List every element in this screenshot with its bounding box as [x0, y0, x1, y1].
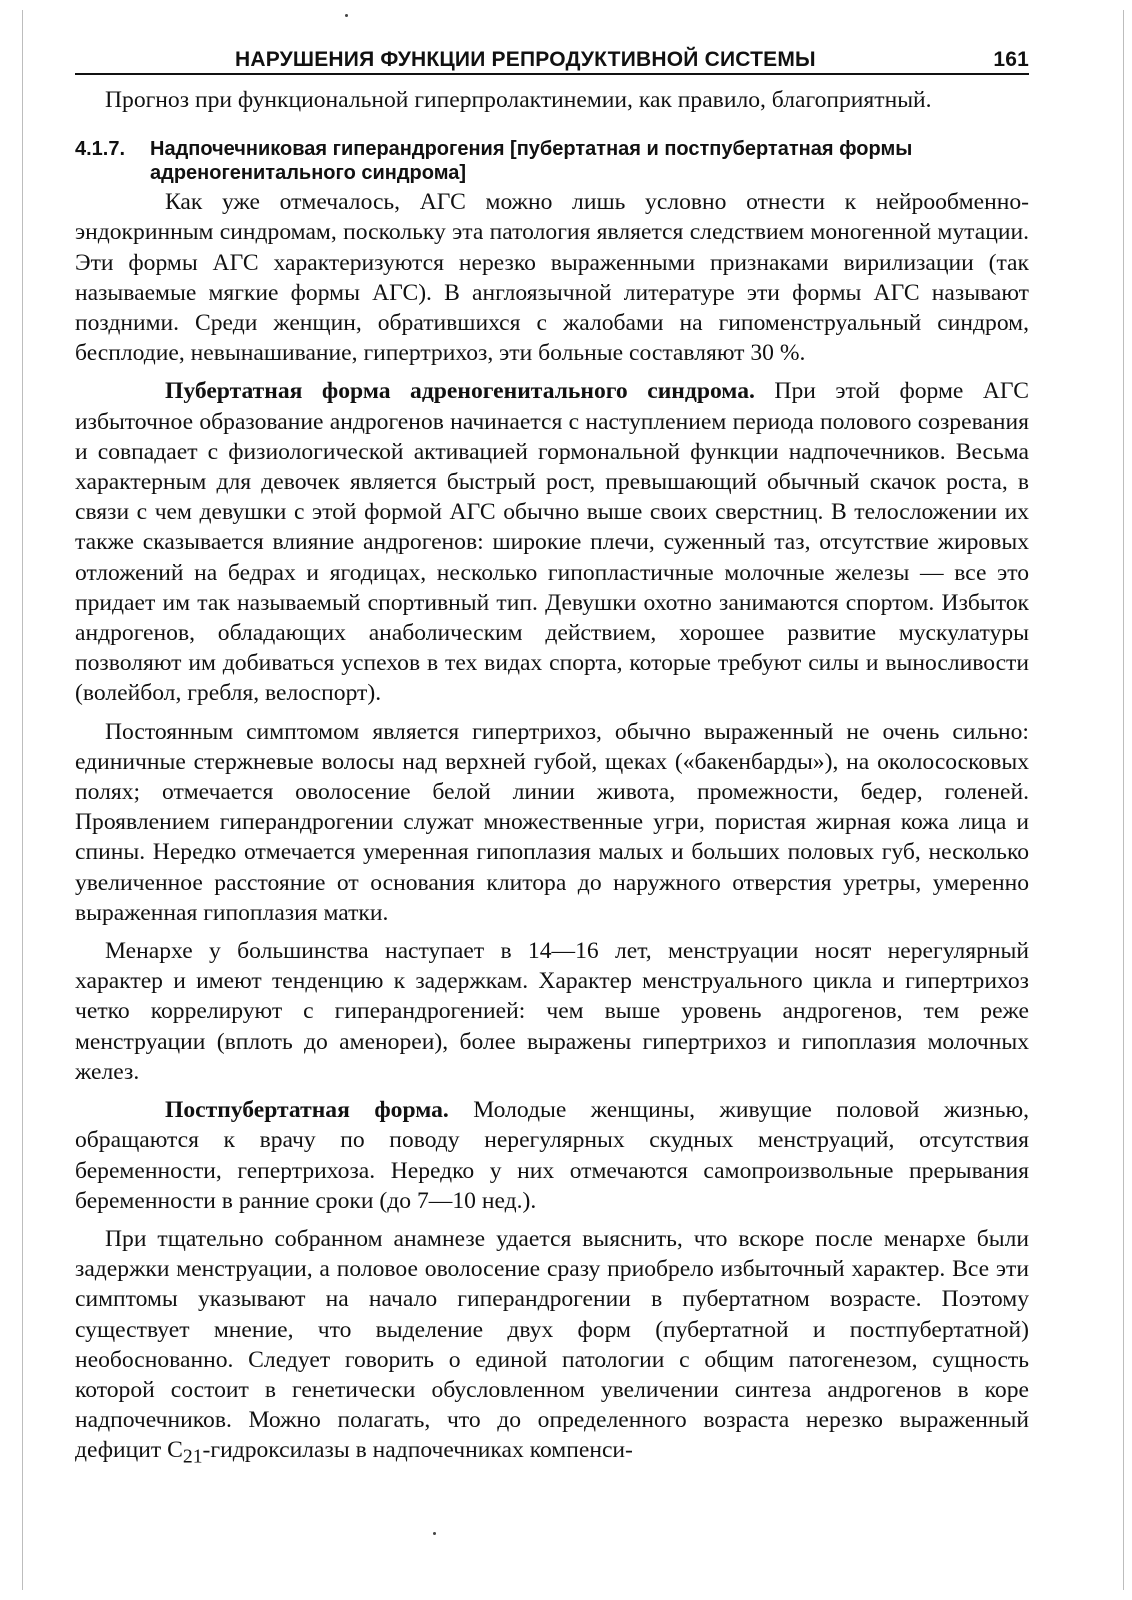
page-number: 161 [993, 48, 1029, 71]
intro-paragraph: Прогноз при функциональной гиперпролактинемии, как правило, благоприятный. [105, 87, 932, 113]
scan-speck [433, 1532, 436, 1535]
section-title: Надпочечниковая гиперандрогения [пубертатная и постпубертатная формы адреногенитального синдрома] [150, 138, 913, 185]
running-head [75, 48, 1029, 75]
paragraph-2-lead: Пубертатная форма адреногенитального синдрома. [165, 378, 755, 405]
running-head-title: НАРУШЕНИЯ ФУНКЦИИ РЕПРОДУКТИВНОЙ СИСТЕМЫ [235, 48, 816, 71]
paragraph-3: Постоянным симптомом является гипертрихоз, обычно выраженный не очень сильно: единичные стержневые волосы над верхней губой, щеках («бакенбарды»), на околососковых полях; отмечается оволосение белой линии живота, промежности, бедер, голеней. Проявлением гиперандрогении служат множественные угри, пористая жирная кожа лица и спины. Нередко отмечается умеренная гипоплазия малых и больших половых губ, несколько увеличенное расстояние от основания клитора до наружного отверстия уретры, умеренно выраженная гипоплазия матки. [75, 718, 1029, 926]
section-number: 4.1.7. [75, 138, 126, 161]
paragraph-5-lead: Постпубертатная форма. [165, 1097, 449, 1124]
scan-speck [345, 14, 348, 17]
paragraph-4: Менархе у большинства наступает в 14—16 лет, менструации носят нерегулярный характер и имеют тенденцию к задержкам. Характер менструального цикла и гипертрихоз четко коррелируют с гиперандрогенией: чем выше уровень андрогенов, тем реже менструации (вплоть до аменореи), более выражены гипертрихоз и гипоплазия молочных желез. [75, 938, 1029, 1085]
paragraph-2-body: При этой форме АГС избыточное образование андрогенов начинается с наступлением периода полового созревания и совпадает с физиологической активацией гормональной функции надпочечников. Весьма характерным для девочек является быстрый рост, превышающий обычный скачок роста, в связи с чем девушки с этой формой АГС обычно выше своих сверстниц. В телосложении их также сказывается влияние андрогенов: широкие плечи, суженный таз, отсутствие жировых отложений на бедрах и ягодицах, несколько гипопластичные молочные железы — все это придает им так называемый спортивный тип. Девушки охотно занимаются спортом. Избыток андрогенов, обладающих анаболическим действием, хорошее развитие мускулатуры позволяют им добиваться успехов в тех видах спорта, которые требуют силы и выносливости (волейбол, гребля, велоспорт). [75, 378, 1029, 707]
section-heading [75, 137, 1029, 185]
paragraph-5-body: Молодые женщины, живущие половой жизнью, обращаются к врачу по поводу нерегулярных скудных менструаций, отсутствия беременности, гепертрихоза. Нередко у них отмечаются самопроизвольные прерывания беременности в ранние сроки (до 7—10 нед.). [75, 1097, 1029, 1214]
book-page [75, 48, 1029, 1472]
paragraph-5 [75, 1095, 1029, 1216]
paragraph-6-tail: -гидроксилазы в надпочечниках компенси- [202, 1437, 633, 1464]
paragraph-6-subscript: 21 [182, 1446, 203, 1469]
paragraph-1: Как уже отмечалось, АГС можно лишь условно отнести к нейрообменно-эндокринным синдромам, поскольку эта патология является следствием моногенной мутации. Эти формы АГС характеризуются нерезко выраженными признаками вирилизации (так называемые мягкие формы АГС). В англоязычной литературе эти формы АГС называют поздними. Среди женщин, обратившихся с жалобами на гипоменструальный синдром, бесплодие, невынашивание, гипертрихоз, эти больные составляют 30 %. [75, 189, 1029, 367]
paragraph-6 [75, 1224, 1029, 1472]
paragraph-2 [75, 376, 1029, 708]
paragraph-6-text: При тщательно собранном анамнезе удается выяснить, что вскоре после менархе были задержки менструации, а половое оволосение сразу приобрело избыточный характер. Все эти симптомы указывают на начало гиперандрогении в пубертатном возрасте. Поэтому существует мнение, что выделение двух форм (пубертатной и постпубертатной) необоснованно. Следует говорить о единой патологии с общим патогенезом, сущность которой состоит в генетически обусловленном увеличении синтеза андрогенов в коре надпочечников. Можно полагать, что до определенного возраста нерезко выраженный дефицит С [75, 1225, 1029, 1464]
